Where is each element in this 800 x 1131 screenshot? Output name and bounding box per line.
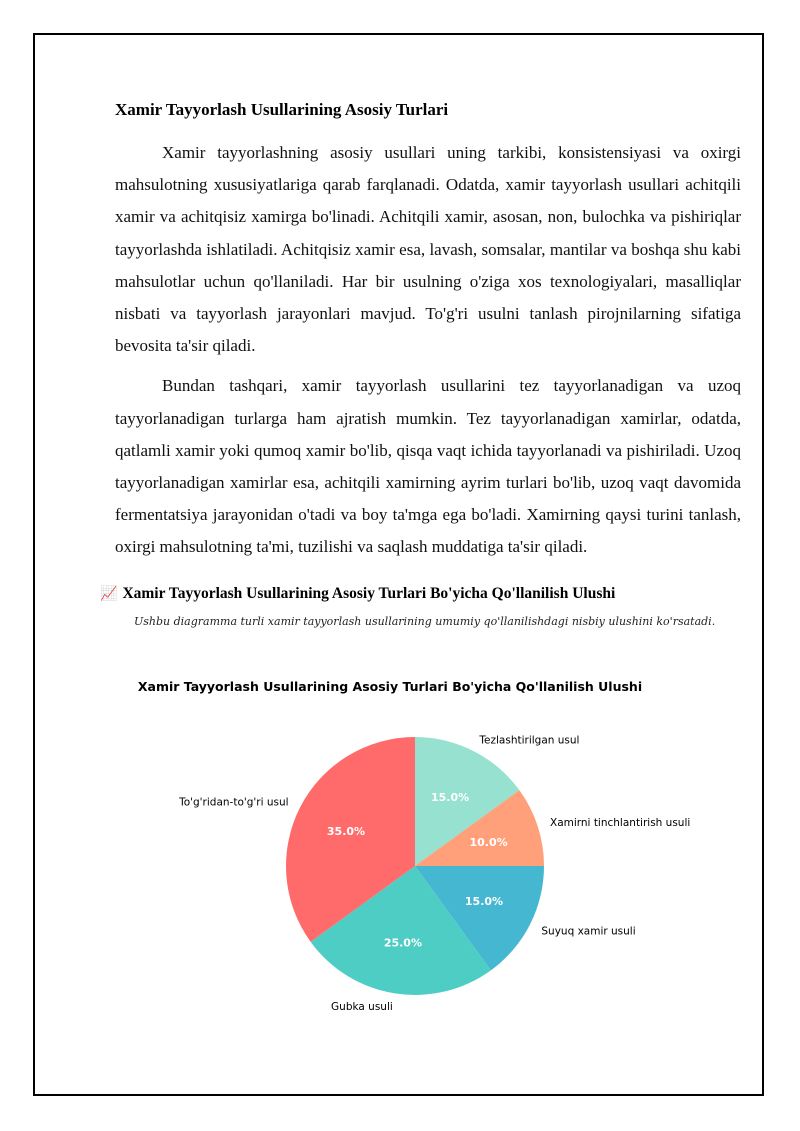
pie-category-label: To'g'ridan-to'g'ri usul: [179, 796, 289, 809]
section-heading: Xamir Tayyorlash Usullarining Asosiy Turlari: [115, 100, 449, 119]
pie-category-label: Tezlashtirilgan usul: [479, 734, 580, 747]
chart-heading: [100, 584, 741, 605]
paragraph-1: Xamir tayyorlashning asosiy usullari uning tarkibi, konsistensiyasi va oxirgi mahsulotning xususiyatlariga qarab farqlanadi. Odatda, xamir tayyorlash usullari achitqili xamir va achitqisiz xamirga bo'linadi. Achitqili xamir, asosan, non, bulochka va pishiriqlar tayyorlashda ishlatiladi. Achitqisiz xamir esa, lavash, somsalar, mantilar va boshqa shu kabi mahsulotlar uchun qo'llaniladi. Har bir usulning o'ziga xos texnologiyalari, masalliqlar nisbati va tayyorlash jarayonlari mavjud. To'g'ri usulni tanlash pirojnilarning sifatiga bevosita ta'sir qiladi.: [115, 143, 741, 356]
chart-title: Xamir Tayyorlash Usullarining Asosiy Turlari Bo'yicha Qo'llanilish Ulushi: [137, 679, 643, 694]
document-body: [100, 97, 741, 629]
pie-chart: [115, 670, 715, 1030]
pie-percent-label: 35.0%: [326, 824, 366, 838]
pie-percent-label: 15.0%: [431, 791, 470, 804]
pie-percent-label: 10.0%: [469, 836, 508, 850]
paragraph-2: Bundan tashqari, xamir tayyorlash usullarini tez tayyorlanadigan va uzoq tayyorlanadigan turlarga ham ajratish mumkin. Tez tayyorlanadigan xamirlar, odatda, qatlamli xamir yoki qumoq xamir bo'lib, qisqa vaqt ichida tayyorlanadi va pishiriladi. Uzoq tayyorlanadigan xamirlar esa, achitqili xamirning ayrim turlari bo'lib, uzoq vaqt davomida fermentatsiya jarayonidan o'tadi va boy ta'mga ega bo'ladi. Xamirning qaysi turini tanlash, oxirgi mahsulotning ta'mi, tuzilishi va saqlash muddatiga ta'sir qiladi.: [115, 376, 741, 557]
chart-heading-text: Xamir Tayyorlash Usullarining Asosiy Turlari Bo'yicha Qo'llanilish Ulushi: [122, 584, 616, 602]
pie-percent-label: 25.0%: [383, 936, 422, 950]
pie-category-label: Suyuq xamir usuli: [541, 925, 636, 938]
chart-increasing-icon: 📈: [100, 586, 118, 602]
pie-percent-label: 15.0%: [464, 895, 504, 909]
pie-category-label: Xamirni tinchlantirish usuli: [550, 817, 691, 830]
chart-caption: Ushbu diagramma turli xamir tayyorlash usullarining umumiy qo'llanilishdagi nisbiy ulushini ko'rsatadi.: [134, 614, 716, 628]
pie-slices: [286, 737, 544, 995]
pie-category-label: Gubka usuli: [331, 1001, 393, 1014]
